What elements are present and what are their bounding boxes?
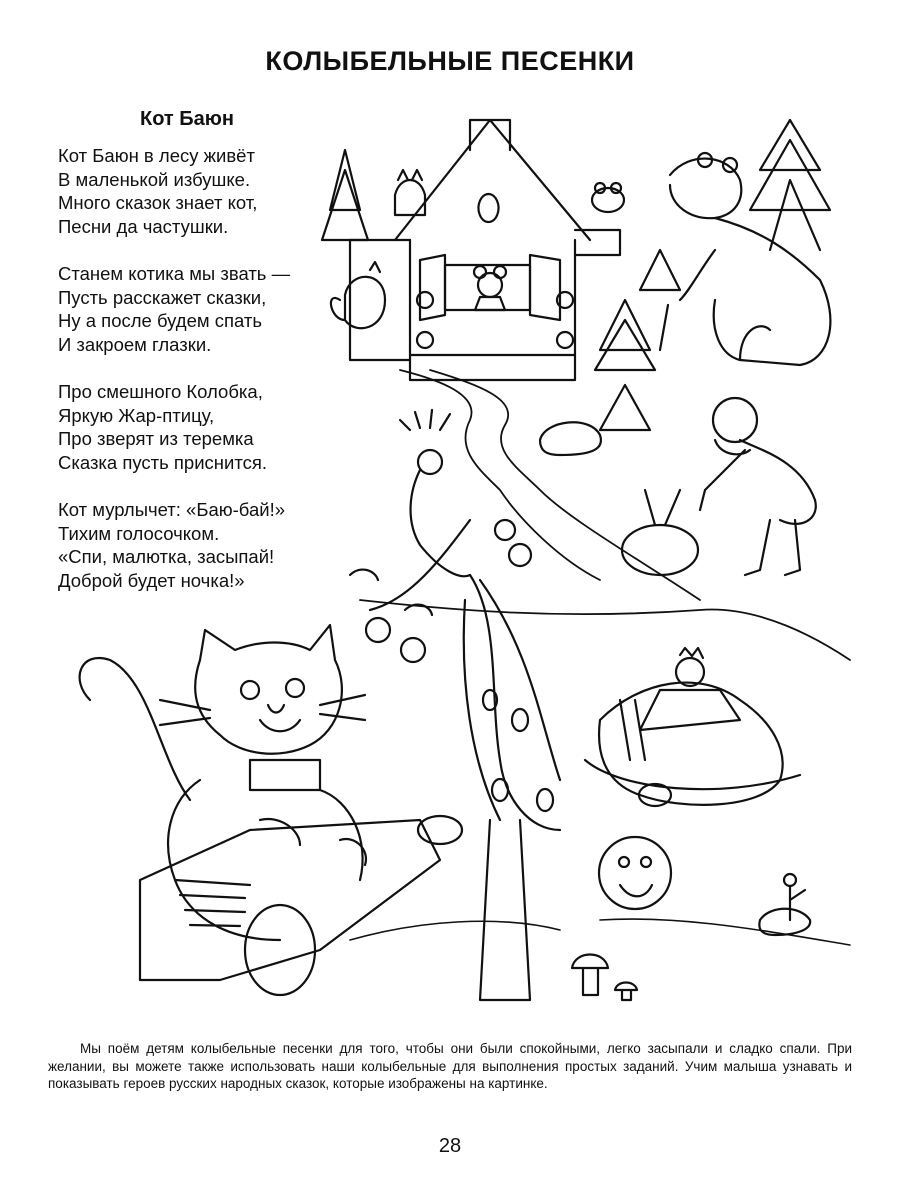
poem-line: Кот Баюн в лесу живёт [58,145,255,166]
bear-character [660,153,830,365]
poem-line: В маленькой избушке. [58,168,251,190]
frog-character [592,183,624,212]
cat-with-gusli [80,625,462,995]
old-man-character [700,398,816,575]
poem-line: Про зверят из теремка [58,428,254,450]
poem-line: Тихим голосочком. [58,522,220,544]
kolobok-character [599,837,671,909]
firebird-character [400,410,560,830]
poem-line: Яркую Жар-птицу, [58,404,215,426]
hen-on-nest [585,648,800,806]
page-number: 28 [438,1135,462,1157]
poem-line: Доброй будет ночка!» [58,569,245,591]
ground [350,919,850,945]
teremok-house [350,120,620,380]
mouse-character [474,266,506,310]
poem-line: Станем котика мы звать — [58,262,291,284]
poem-line: Песни да частушки. [58,215,229,237]
note-text: Мы поём детям колыбельные песенки для того, чтобы они были спокойными, легко засыпали и сладко спали. При желании, вы можете также использовать наши колыбельные для выполнения простых заданий. Учим малыша узнавать и показывать героев русских народных сказок, которые изображены на картинке. [48,1041,852,1091]
page-title: КОЛЫБЕЛЬНЫЕ ПЕСЕНКИ [265,46,635,76]
path [360,370,850,660]
poem-line: Ну а после будем спать [58,310,262,332]
mushrooms [572,955,637,1001]
poem-line: Кот мурлычет: «Баю-бай!» [58,498,286,520]
turnip [622,490,698,575]
poem-line: Много сказок знает кот, [58,192,258,214]
poem-line: «Спи, малютка, засыпай! [58,546,275,568]
rooster-character [331,262,385,328]
poem-line: И закроем глазки. [58,333,212,355]
poem-line: Сказка пусть приснится. [58,451,268,473]
poem-line: Пусть расскажет сказки, [58,286,267,308]
apple-tree [350,520,531,1000]
poem-line: Про смешного Колобка, [58,380,263,402]
fairy-tale-illustration [40,108,860,1008]
poem-title: Кот Баюн [140,108,234,130]
